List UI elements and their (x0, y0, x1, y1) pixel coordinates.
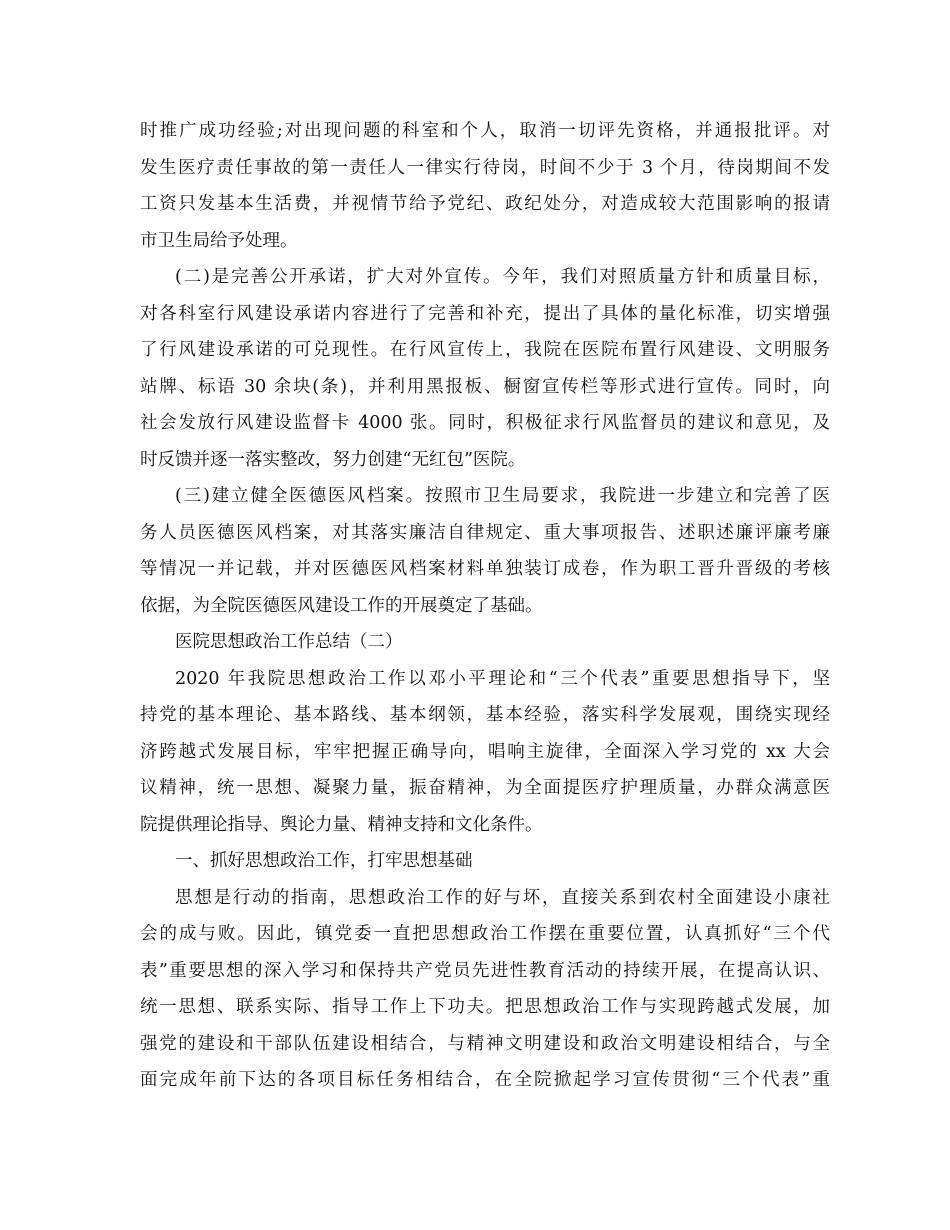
text-line: 医院思想政治工作总结（二） (175, 632, 403, 652)
text-line: 持党的基本理论、基本路线、基本纲领，基本经验，落实科学发展观，围绕实现经 (140, 705, 830, 725)
text-line: 一、抓好思想政治工作，打牢思想基础 (175, 851, 473, 871)
text-line: 工资只发基本生活费，并视情节给予党纪、政纪处分，对造成较大范围影响的报请 (140, 194, 830, 214)
text-line: (二)是完善公开承诺，扩大对外宣传。今年，我们对照质量方针和质量目标， (175, 267, 830, 287)
text-line: 时推广成功经验;对出现问题的科室和个人，取消一切评先资格，并通报批评。对 (140, 121, 830, 141)
text-line: 会的成与败。因此，镇党委一直把思想政治工作摆在重要位置，认真抓好“三个代 (140, 924, 830, 944)
text-line: 市卫生局给予处理。 (140, 230, 298, 251)
text-line: 院提供理论指导、舆论力量、精神支持和文化条件。 (140, 814, 543, 835)
text-line: 发生医疗责任事故的第一责任人一律实行待岗，时间不少于 3 个月，待岗期间不发 (140, 157, 830, 178)
text-line: 等情况一并记载，并对医德医风档案材料单独装订成卷，作为职工晋升晋级的考核 (140, 559, 830, 579)
text-line: 强党的建设和干部队伍建设相结合，与精神文明建设和政治文明建设相结合，与全 (140, 1033, 830, 1054)
text-line: 时反馈并逐一落实整改，努力创建“无红包”医院。 (140, 449, 526, 470)
text-line: 务人员医德医风档案，对其落实廉洁自律规定、重大事项报告、述职述廉评廉考廉 (140, 522, 830, 543)
text-line: 面完成年前下达的各项目标任务相结合，在全院掀起学习宣传贯彻“三个代表”重 (140, 1070, 830, 1090)
text-line: 对各科室行风建设承诺内容进行了完善和补充，提出了具体的量化标准，切实增强 (140, 303, 830, 324)
text-line: 依据，为全院医德医风建设工作的开展奠定了基础。 (140, 595, 543, 616)
text-line: 济跨越式发展目标，牢牢把握正确导向，唱响主旋律，全面深入学习党的 xx 大会 (140, 741, 830, 762)
text-line: 2020 年我院思想政治工作以邓小平理论和“三个代表”重要思想指导下，坚 (175, 668, 830, 689)
document-body (140, 113, 830, 1099)
text-line: 了行风建设承诺的可兑现性。在行风宣传上，我院在医院布置行风建设、文明服务 (140, 340, 830, 360)
text-line: 思想是行动的指南，思想政治工作的好与坏，直接关系到农村全面建设小康社 (175, 887, 830, 908)
text-line: (三)建立健全医德医风档案。按照市卫生局要求，我院进一步建立和完善了医 (175, 486, 830, 506)
text-line: 表”重要思想的深入学习和保持共产党员先进性教育活动的持续开展，在提高认识、 (140, 960, 830, 981)
text-line: 站牌、标语 30 余块(条)，并利用黑报板、橱窗宣传栏等形式进行宣传。同时，向 (140, 376, 830, 397)
text-line: 社会发放行风建设监督卡 4000 张。同时，积极征求行风监督员的建议和意见，及 (140, 413, 830, 433)
text-line: 统一思想、联系实际、指导工作上下功夫。把思想政治工作与实现跨越式发展，加 (140, 997, 830, 1017)
text-line: 议精神，统一思想、凝聚力量，振奋精神，为全面提医疗护理质量，办群众满意医 (140, 778, 830, 798)
